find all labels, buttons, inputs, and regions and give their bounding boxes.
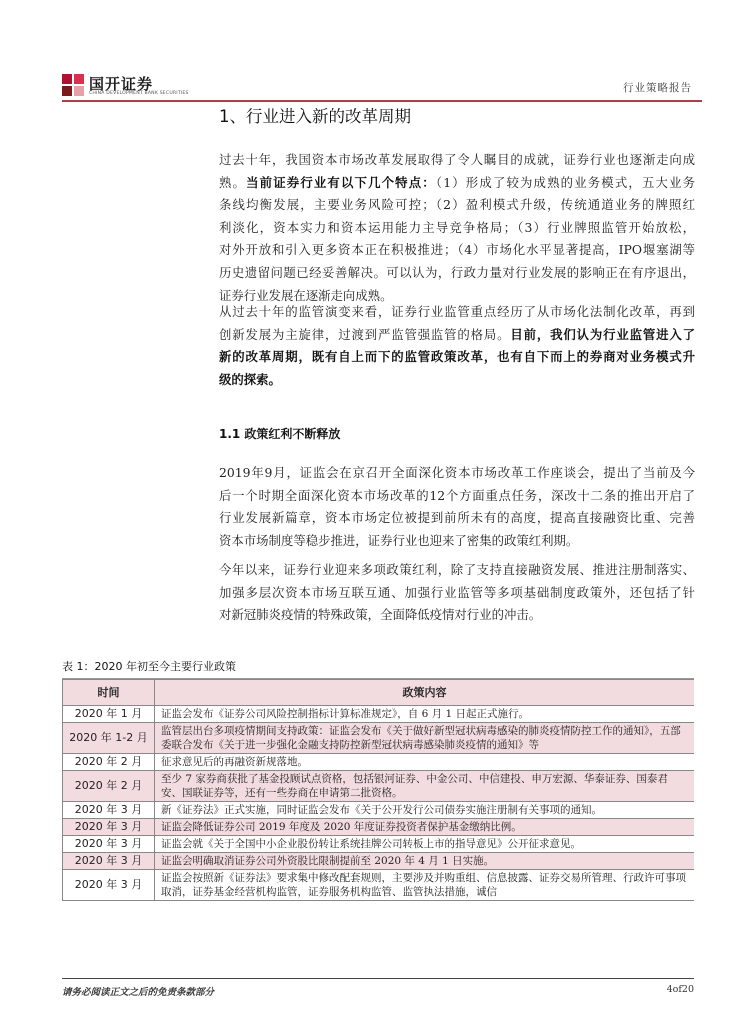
bold-text: 级的探索。 [219,371,281,387]
table-header-content: 政策内容 [155,680,695,706]
body-text: 利淡化，资本实力和资本运用能力主导竞争格局；（3）行业牌照监管开始放松， [219,219,695,235]
table-cell-content: 监管层出台多项疫情期间支持政策：证监会发布《关于做好新型冠状病毒感染的肺炎疫情防控工作的通知》，五部委联合发布《关于进一步强化金融支持防控新型冠状病毒感染肺炎疫情的通知》等 [155,723,695,754]
table-cell-time: 2020 年 3 月 [63,802,155,819]
body-text: 过去十年，我国资本市场改革发展取得了令人瞩目的成就，证券行业也逐渐走向成 [219,152,695,167]
body-text: 对外开放和引入更多资本正在积极推进；（4）市场化水平显著提高，IPO堰塞湖等 [219,242,695,258]
table-cell-content: 征求意见后的再融资新规落地。 [155,754,695,771]
table-row [63,853,695,870]
table-header-time: 时间 [63,680,155,706]
subsection-title: 1.1 政策红利不断释放 [219,427,341,441]
page-header [62,70,702,102]
table-row [63,706,695,723]
paragraph-line [219,346,695,369]
paragraph-line [219,149,695,172]
body-text: 从过去十年的监管演变来看，证券行业监管重点经历了从市场化法制化改革，再到 [219,304,695,319]
table-cell-time: 2020 年 1-2 月 [63,723,155,754]
paragraph-line [219,324,695,347]
brand-name: 国开证券 [89,75,154,93]
paragraph-line [219,172,695,195]
paragraph-line [219,485,695,508]
table-cell-time: 2020 年 3 月 [63,853,155,870]
body-text: 加强多层次资本市场互联互通、加强行业监管等多项基础制度政策外，还包括了针 [219,584,695,600]
paragraph-line [219,507,695,530]
paragraph-line [219,262,695,285]
paragraph-line [219,194,695,217]
policy-table-body [63,706,695,901]
brand-subtitle: CHINA DEVELOPMENT BANK SECURITIES [89,91,189,96]
body-text: 历史遗留问题已经妥善解决。可以认为，行政力量对行业发展的影响正在有序退出， [219,264,695,280]
table-caption: 表 1：2020 年初至今主要行业政策 [62,660,236,673]
table-row [63,836,695,853]
paragraph-line [219,462,695,485]
table-row [63,723,695,754]
paragraph-industry-features [219,149,695,307]
table-cell-time: 2020 年 3 月 [63,836,155,853]
logo-mark-icon [62,74,84,96]
table-cell-time: 2020 年 2 月 [63,754,155,771]
table-cell-time: 2020 年 3 月 [63,870,155,901]
policy-table [62,678,694,946]
bold-text: 目前，我们认为行业监管进入了 [510,326,695,342]
body-text: 创新发展为主旋律，过渡到严监管强监管的格局。 [219,326,511,342]
table-row [63,870,695,901]
disclaimer-note: 请务必阅读正文之后的免责条款部分 [62,987,215,998]
paragraph-policy-dividends [219,559,695,627]
paragraph-line [219,217,695,240]
table-row [63,802,695,819]
page-number: 4of20 [666,984,694,995]
table-cell-content: 证监会降低证券公司 2019 年度及 2020 年度证券投资者保护基金缴纳比例。 [155,819,695,836]
body-text: 今年以来，证券行业迎来多项政策红利，除了支持直接融资发展、推进注册制落实、 [219,562,695,577]
body-text: 行业发展新篇章，资本市场定位被提到前所未有的高度，提高直接融资比重、完善 [219,510,695,526]
body-text: 后一个时期全面深化资本市场改革的12个方面重点任务，深改十二条的推出开启了 [219,487,695,503]
body-text: 熟。 [219,174,247,190]
company-logo [62,70,189,102]
paragraph-regulation-evolution [219,301,695,391]
footer-divider [62,978,694,979]
section-title: 1、行业进入新的改革周期 [219,107,411,126]
body-text: 条线均衡发展，主要业务风险可控；（2）盈利模式升级，传统通道业务的牌照红 [219,197,695,213]
body-text: 对新冠肺炎疫情的特殊政策，全面降低疫情对行业的冲击。 [219,607,542,623]
table-cell-time: 2020 年 3 月 [63,819,155,836]
body-text: （1）形成了较为成熟的业务模式，五大业务 [435,174,695,190]
paragraph-line [219,369,695,392]
paragraph-line [219,530,695,553]
paragraph-line [219,604,695,627]
bold-text: 当前证券行业有以下几个特点： [246,174,436,190]
body-text: 证券行业发展在逐渐走向成熟。 [219,287,393,303]
paragraph-line [219,559,695,582]
table-row [63,819,695,836]
header-divider [62,100,702,102]
table-cell-content: 证监会按照新《证券法》要求集中修改配套规则，主要涉及并购重组、信息披露、证券交易所管理、行政许可事项取消，证券基金经营机构监管，证券服务机构监管、监管执法措施，诚信 [155,870,695,901]
paragraph-line [219,301,695,324]
table-cell-content: 证监会就《关于全国中小企业股份转让系统挂牌公司转板上市的指导意见》公开征求意见。 [155,836,695,853]
document-type: 行业策略报告 [623,82,692,94]
paragraph-line [219,582,695,605]
body-text: 2019年9月，证监会在京召开全面深化资本市场改革工作座谈会，提出了当前及今 [219,465,695,480]
table-cell-time: 2020 年 1 月 [63,706,155,723]
table-cell-content: 至少 7 家券商获批了基金投顾试点资格，包括银河证券、中金公司、中信建投、申万宏源、华泰证券、国泰君安、国联证券等，还有一些券商在申请第二批资格。 [155,771,695,802]
table-cell-content: 新《证券法》正式实施，同时证监会发布《关于公开发行公司债券实施注册制有关事项的通知。 [155,802,695,819]
paragraph-line [219,239,695,262]
table-cell-time: 2020 年 2 月 [63,771,155,802]
table-row [63,754,695,771]
table-cell-content: 证监会发布《证券公司风险控制指标计算标准规定》，自 6 月 1 日起正式施行。 [155,706,695,723]
table-cell-content: 证监会明确取消证券公司外资股比限制提前至 2020 年 4 月 1 日实施。 [155,853,695,870]
body-text: 资本市场制度等稳步推进，证券行业也迎来了密集的政策红利期。 [219,532,579,548]
bold-text: 新的改革周期，既有自上而下的监管政策改革，也有自下而上的券商对业务模式升 [219,349,695,365]
table-row [63,771,695,802]
paragraph-reform-meeting [219,462,695,552]
